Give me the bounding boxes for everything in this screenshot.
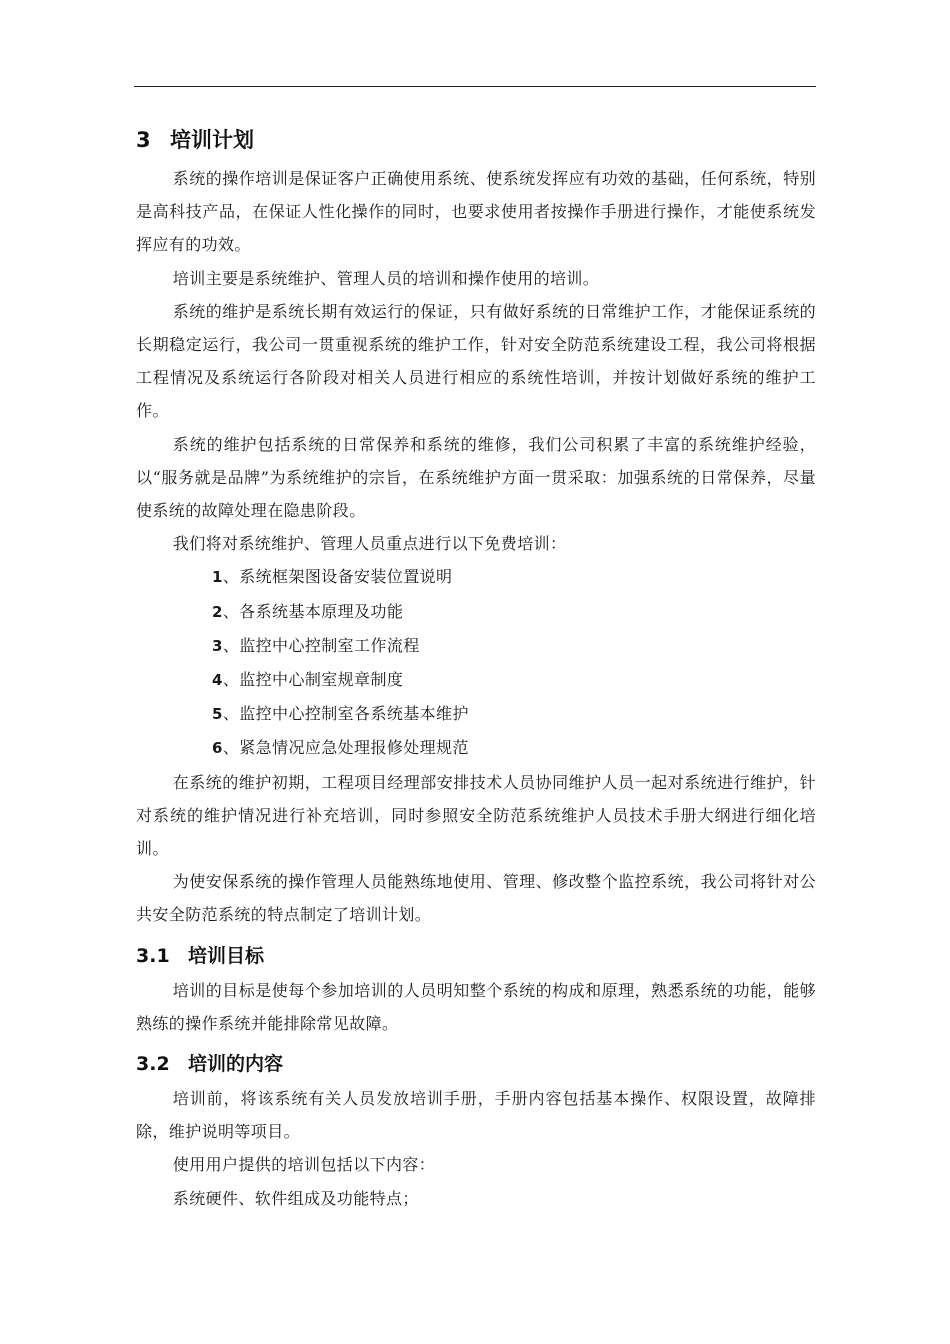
- paragraph: 系统的操作培训是保证客户正确使用系统、使系统发挥应有功效的基础，任何系统，特别是高科技产品，在保证人性化操作的同时，也要求使用者按操作手册进行操作，才能使系统发挥应有的功效。: [136, 169, 816, 255]
- section-heading-3-2: [136, 1046, 816, 1082]
- section-number: 3: [136, 128, 151, 152]
- section-heading-3-1: [136, 938, 816, 974]
- paragraph: 我们将对系统维护、管理人员重点进行以下免费培训：: [172, 534, 567, 554]
- paragraph: 使用用户提供的培训包括以下内容：: [172, 1155, 436, 1175]
- section-number: 3.1: [136, 944, 170, 967]
- list-item-number: 6: [212, 739, 223, 758]
- list-item-number: 5: [212, 705, 223, 724]
- section-heading-3: [136, 118, 816, 162]
- list-item-text: 、各系统基本原理及功能: [222, 601, 404, 621]
- section-number: 3.2: [136, 1053, 170, 1076]
- paragraph: 系统的维护是系统长期有效运行的保证，只有做好系统的日常维护工作，才能保证系统的长期稳定运行，我公司一贯重视系统的维护工作，针对安全防范系统建设工程，我公司将根据工程情况及系统运行各阶段对相关人员进行相应的系统性培训，并按计划做好系统的维护工作。: [136, 301, 816, 421]
- list-item: [136, 697, 816, 731]
- list-item: [136, 629, 816, 663]
- header-rule: [134, 86, 816, 87]
- list-item-number: 4: [212, 671, 223, 690]
- paragraph: 培训前，将该系统有关人员发放培训手册，手册内容包括基本操作、权限设置，故障排除，维护说明等项目。: [136, 1089, 816, 1142]
- paragraph: 为使安保系统的操作管理人员能熟练地使用、管理、修改整个监控系统，我公司将针对公共安全防范系统的特点制定了培训计划。: [136, 872, 816, 925]
- paragraph: 培训的目标是使每个参加培训的人员明知整个系统的构成和原理，熟悉系统的功能，能够熟练的操作系统并能排除常见故障。: [136, 980, 816, 1033]
- list-item-number: 1: [212, 568, 223, 587]
- list-item: [136, 731, 816, 765]
- section-title: 培训的内容: [188, 1053, 284, 1076]
- paragraph: 系统的维护包括系统的日常保养和系统的维修，我们公司积累了丰富的系统维护经验，以“服务就是品牌”为系统维护的宗旨，在系统维护方面一贯采取：加强系统的日常保养，尽量使系统的故障处理在隐患阶段。: [136, 434, 816, 521]
- training-list: [136, 560, 816, 765]
- section-title: 培训目标: [188, 944, 265, 967]
- list-item-text: 、监控中心控制室各系统基本维护: [222, 704, 469, 724]
- paragraph: 系统硬件、软件组成及功能特点；: [172, 1188, 419, 1208]
- section-title: 培训计划: [170, 128, 254, 152]
- list-item: [136, 663, 816, 697]
- list-item-text: 、紧急情况应急处理报修处理规范: [222, 738, 469, 758]
- list-item: [136, 560, 816, 594]
- paragraph: 培训主要是系统维护、管理人员的培训和操作使用的培训。: [172, 268, 600, 288]
- list-item-number: 3: [212, 636, 223, 655]
- list-item-text: 、系统框架图设备安装位置说明: [222, 567, 453, 587]
- list-item-number: 2: [212, 602, 223, 621]
- document-body: [136, 118, 816, 1215]
- paragraph: 在系统的维护初期，工程项目经理部安排技术人员协同维护人员一起对系统进行维护，针对系统的维护情况进行补充培训，同时参照安全防范系统维护人员技术手册大纲进行细化培训。: [136, 772, 816, 859]
- list-item: [136, 595, 816, 629]
- list-item-text: 、监控中心控制室工作流程: [222, 635, 420, 655]
- list-item-text: 、监控中心制室规章制度: [222, 670, 404, 690]
